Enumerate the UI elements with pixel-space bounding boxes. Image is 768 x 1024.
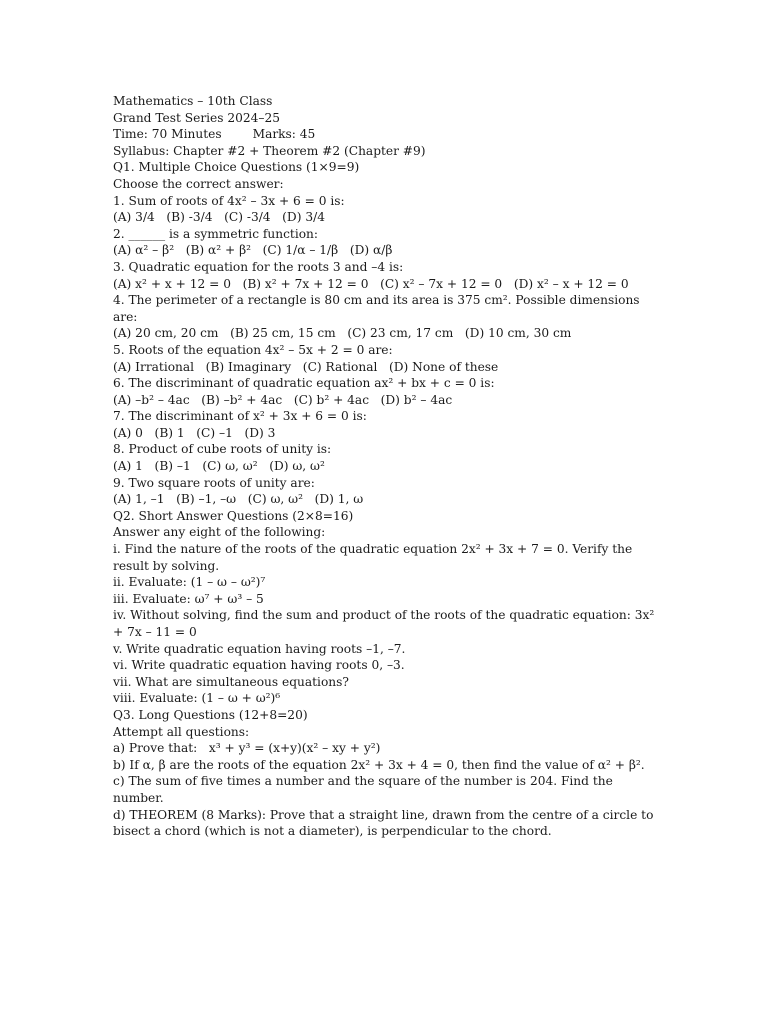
section-instruction: Attempt all questions: [113,724,250,739]
mcq-question: 8. Product of cube roots of unity is: [113,442,332,457]
short-question: v. Write quadratic equation having roots –1, –7. [113,641,406,656]
mcq-options: (A) α² – β² (B) α² + β² (C) 1/α – 1/β (D) α/β [113,243,393,258]
mcq-options: (A) 20 cm, 20 cm (B) 25 cm, 15 cm (C) 23 cm, 17 cm (D) 10 cm, 30 cm [113,326,572,341]
mcq-question: 7. The discriminant of x² + 3x + 6 = 0 is: [113,409,367,424]
mcq-options: (A) 0 (B) 1 (C) –1 (D) 3 [113,425,276,440]
short-question: i. Find the nature of the roots of the quadratic equation 2x² + 3x + 7 = 0. Verify the result by solving. [113,542,637,573]
mcq-question: 5. Roots of the equation 4x² – 5x + 2 = 0 are: [113,342,393,357]
mcq-question: 2. ______ is a symmetric function: [113,226,319,241]
mcq-options: (A) –b² – 4ac (B) –b² + 4ac (C) b² + 4ac (D) b² – 4ac [113,392,453,407]
short-question: ii. Evaluate: (1 – ω – ω²)⁷ [113,575,266,590]
mcq-question: 3. Quadratic equation for the roots 3 and –4 is: [113,259,404,274]
short-question: iv. Without solving, find the sum and product of the roots of the quadratic equation: 3x² + 7x – 11 = 0 [113,608,659,639]
time-marks-line: Time: 70 Minutes Marks: 45 [113,127,316,142]
mcq-options: (A) 3/4 (B) -3/4 (C) -3/4 (D) 3/4 [113,210,325,225]
mcq-question: 9. Two square roots of unity are: [113,475,315,490]
section-heading-q2: Q2. Short Answer Questions (2×8=16) [113,508,354,523]
syllabus-line: Syllabus: Chapter #2 + Theorem #2 (Chapter #9) [113,143,426,158]
long-question: a) Prove that: x³ + y³ = (x+y)(x² – xy + y²) [113,741,381,756]
short-question: viii. Evaluate: (1 – ω + ω²)⁶ [113,691,281,706]
section-instruction: Answer any eight of the following: [113,525,326,540]
short-question: vi. Write quadratic equation having roots 0, –3. [113,658,405,673]
mcq-question: 1. Sum of roots of 4x² – 3x + 6 = 0 is: [113,193,345,208]
short-question: vii. What are simultaneous equations? [113,674,349,689]
subject-line: Mathematics – 10th Class [113,94,273,108]
mcq-options: (A) 1 (B) –1 (C) ω, ω² (D) ω, ω² [113,459,325,474]
mcq-options: (A) Irrational (B) Imaginary (C) Rational (D) None of these [113,359,499,374]
long-question: c) The sum of five times a number and the square of the number is 204. Find the number. [113,774,617,805]
long-question: d) THEOREM (8 Marks): Prove that a straight line, drawn from the centre of a circle to bisect a chord (which is not a diameter), is perpendicular to the chord. [113,807,658,839]
series-line: Grand Test Series 2024–25 [113,110,281,125]
section-instruction: Choose the correct answer: [113,176,284,191]
section-heading-q3: Q3. Long Questions (12+8=20) [113,707,308,722]
mcq-question: 6. The discriminant of quadratic equation ax² + bx + c = 0 is: [113,376,495,391]
mcq-options: (A) 1, –1 (B) –1, –ω (C) ω, ω² (D) 1, ω [113,492,364,507]
mcq-options: (A) x² + x + 12 = 0 (B) x² + 7x + 12 = 0 (C) x² – 7x + 12 = 0 (D) x² – x + 12 = 0 [113,276,629,291]
section-heading-q1: Q1. Multiple Choice Questions (1×9=9) [113,160,360,175]
mcq-question: 4. The perimeter of a rectangle is 80 cm and its area is 375 cm². Possible dimensions are: [113,293,644,324]
exam-paper [113,93,658,840]
short-question: iii. Evaluate: ω⁷ + ω³ – 5 [113,591,264,606]
long-question: b) If α, β are the roots of the equation 2x² + 3x + 4 = 0, then find the value of α² + β². [113,757,645,772]
